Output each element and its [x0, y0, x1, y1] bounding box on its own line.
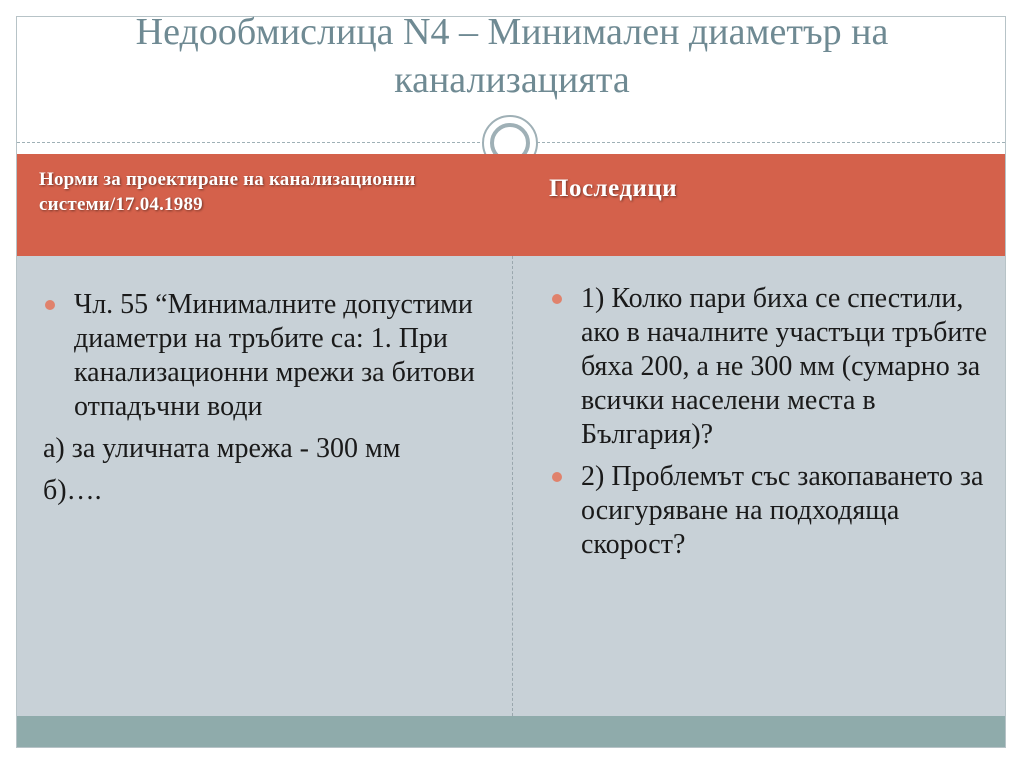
- list-item: [43, 288, 502, 424]
- norm-line-b: б)….: [43, 475, 102, 506]
- consequence-2-text: 2) Проблемът със закопаването за осигуряване на подходяща скорост?: [581, 461, 984, 560]
- bullet-icon: [45, 300, 55, 310]
- norm-line-a: а) за уличната мрежа - 300 мм: [43, 433, 401, 464]
- bullet-icon: [552, 294, 562, 304]
- header-norms: Норми за проектиране на канализационни системи/17.04.1989: [17, 154, 512, 256]
- list-item: [550, 460, 995, 562]
- footer-band: [17, 716, 1005, 747]
- consequence-1-text: 1) Колко пари биха се спестили, ако в началните участъци тръбите бяха 200, а не 300 мм (сумарно за всички населени места в България)?: [581, 283, 988, 450]
- slide-title: Недообмислица N4 – Минимален диаметър на канализацията: [135, 11, 889, 101]
- norm-article-text: Чл. 55 “Минималните допустими диаметри на тръбите са: 1. При канализационни мрежи за битови отпадъчни води: [74, 289, 475, 422]
- header-consequences: Последици: [512, 154, 1005, 256]
- bullet-icon: [552, 472, 562, 482]
- comparison-table: [17, 154, 1005, 716]
- column-separator: [512, 256, 513, 716]
- list-item: [550, 282, 995, 452]
- cell-consequences: [512, 256, 1005, 716]
- cell-norms: [17, 256, 512, 716]
